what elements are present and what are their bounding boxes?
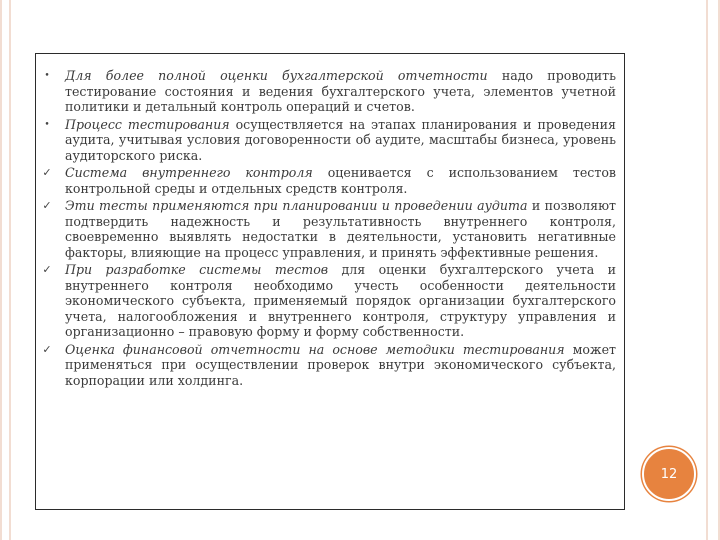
bullet-text: осуществляется на этапах планирования и проведения аудита, учитывая условия договоренности об аудите, масштабы бизнеса, уровень аудиторского риска. xyxy=(65,116,616,163)
bullet-emphasis: Процесс тестирования xyxy=(65,116,230,132)
bullet-dot-icon: • xyxy=(44,119,50,130)
bullet-item xyxy=(42,262,616,340)
checkmark-icon: ✓ xyxy=(42,342,52,356)
bullet-item xyxy=(42,341,617,389)
bullet-item xyxy=(42,165,616,196)
checkmark-icon: ✓ xyxy=(42,263,52,276)
bullet-emphasis: Оценка финансовой отчетности на основе методики тестирования xyxy=(65,341,565,357)
bullet-text: может применяться при осуществлении проверок внутри экономического субъекта, корпорации или холдинга. xyxy=(65,341,617,388)
bullet-dot-icon: • xyxy=(44,71,50,81)
page-number-badge: 12 xyxy=(642,447,696,501)
bullet-list xyxy=(36,68,616,390)
bullet-text: и позволяют подтвердить надежность и результативность внутреннего контроля, своевременно выявлять недостатки в деятельности, установить негативные факторы, влияющие на процесс управления, и принять эффективные решения. xyxy=(65,198,617,260)
content-box xyxy=(35,53,625,510)
right-decorative-frame xyxy=(706,0,720,540)
left-decorative-frame xyxy=(0,0,11,540)
bullet-emphasis: Для более полной оценки бухгалтерской отчетности xyxy=(65,68,488,83)
bullet-emphasis: Эти тесты применяются при планировании и проведении аудита xyxy=(65,198,528,213)
bullet-item xyxy=(42,198,617,260)
checkmark-icon: ✓ xyxy=(42,199,52,212)
bullet-text: надо проводить тестирование состояния и ведения бухгалтерского учета, элементов учетной политики и детальный контроль операций и счетов. xyxy=(65,68,616,114)
bullet-text: для оценки бухгалтерского учета и внутреннего контроля необходимо учесть особенности деятельности экономического субъекта, применяемый порядок организации бухгалтерского учета, налогообложения и внутреннего контроля, структуру управления и организационно – правовую форму и форму собственности. xyxy=(65,262,616,339)
bullet-emphasis: При разработке системы тестов xyxy=(65,262,329,277)
checkmark-icon: ✓ xyxy=(42,166,52,179)
bullet-emphasis: Система внутреннего контроля xyxy=(65,165,313,180)
bullet-item xyxy=(44,68,616,115)
bullet-item xyxy=(44,116,616,164)
bullet-text: оценивается с использованием тестов контрольной среды и отдельных средств контроля. xyxy=(65,165,616,196)
